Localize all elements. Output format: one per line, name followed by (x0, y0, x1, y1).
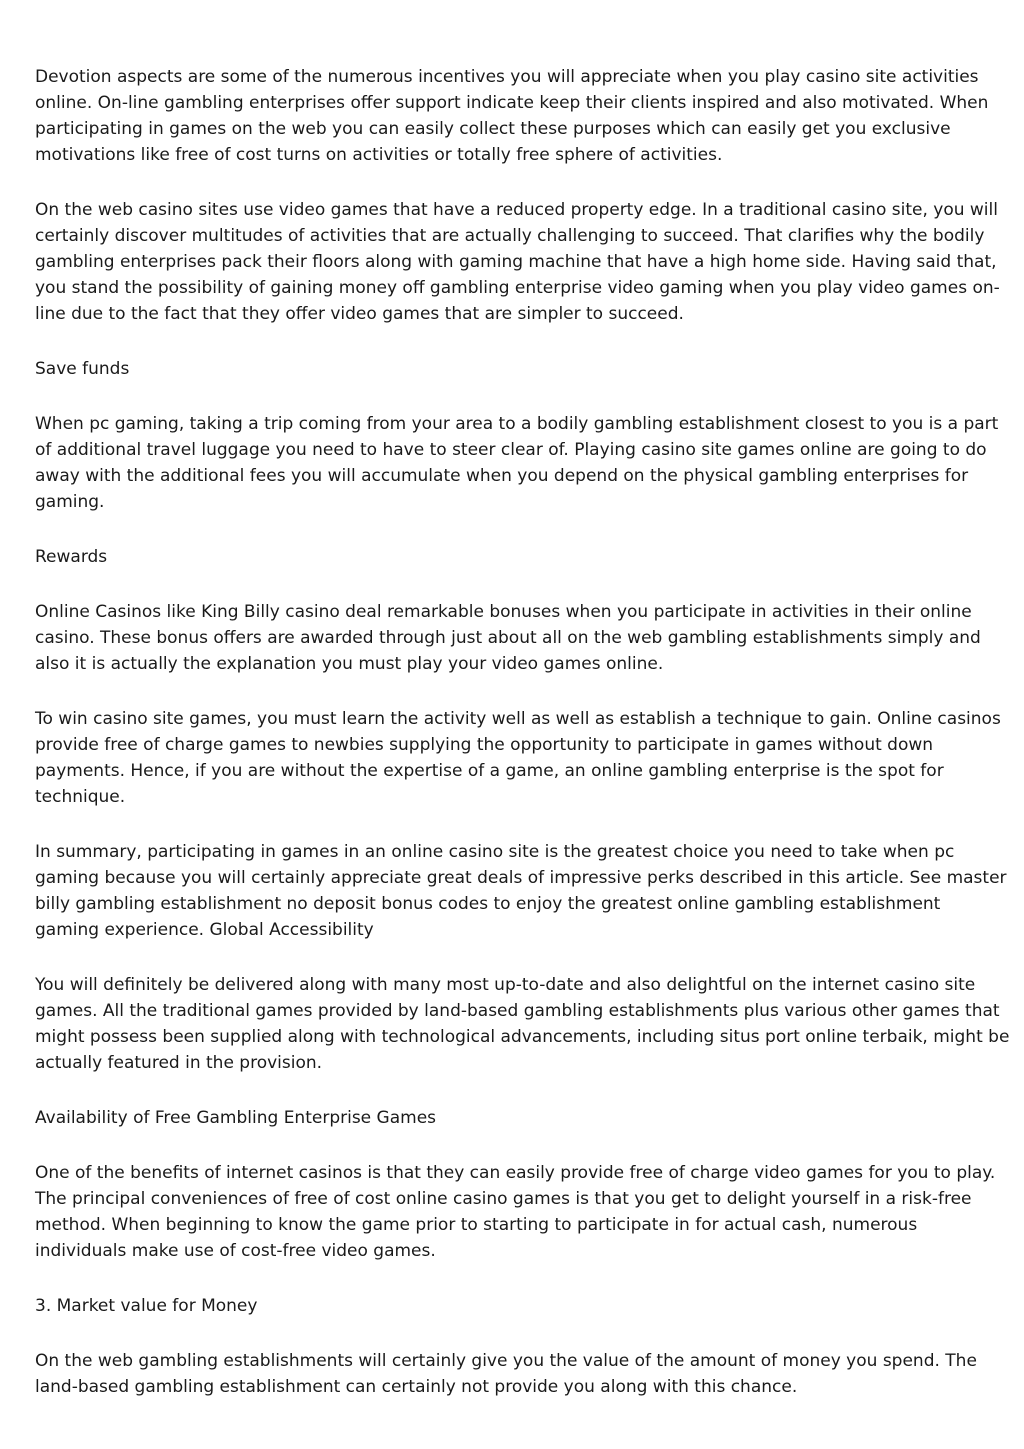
text-line: you stand the possibility of gaining money off gambling enterprise video gaming when you play video games on- (35, 278, 1000, 298)
paragraph (35, 839, 1007, 943)
text-line: actually featured in the provision. (35, 1053, 323, 1073)
text-line: Save funds (35, 359, 130, 379)
paragraph (35, 197, 1000, 327)
text-line: In summary, participating in games in an online casino site is the greatest choice you need to take when pc (35, 842, 955, 862)
text-line: online. On-line gambling enterprises offer support indicate keep their clients inspired and also motivated. When (35, 93, 989, 113)
text-line: method. When beginning to know the game prior to starting to participate in for actual cash, numerous (35, 1215, 918, 1235)
text-line: also it is actually the explanation you must play your video games online. (35, 654, 664, 674)
text-line: When pc gaming, taking a trip coming from your area to a bodily gambling establishment closest to you is a part (35, 414, 999, 434)
text-line: Rewards (35, 547, 108, 567)
text-line: away with the additional fees you will accumulate when you depend on the physical gambling enterprises for (35, 466, 969, 486)
paragraph (35, 411, 999, 515)
section-heading (35, 1293, 990, 1319)
section-heading (35, 356, 990, 382)
text-line: Online Casinos like King Billy casino deal remarkable bonuses when you participate in activities in their online (35, 602, 972, 622)
text-line: gaming experience. Global Accessibility (35, 920, 374, 940)
section-heading (35, 544, 990, 570)
text-line: Devotion aspects are some of the numerous incentives you will appreciate when you play casino site activities (35, 67, 979, 87)
text-line: individuals make use of cost-free video games. (35, 1241, 436, 1261)
text-line: billy gambling establishment no deposit bonus codes to enjoy the greatest online gambling establishment (35, 894, 941, 914)
text-line: On the web gambling establishments will certainly give you the value of the amount of money you spend. The (35, 1351, 977, 1371)
text-line: gambling enterprises pack their floors along with gaming machine that have a high home side. Having said that, (35, 252, 997, 272)
text-line: The principal conveniences of free of cost online casino games is that you get to delight yourself in a risk-free (35, 1189, 972, 1209)
text-line: gaming because you will certainly appreciate great deals of impressive perks described in this article. See master (35, 868, 1007, 888)
paragraph (35, 1160, 996, 1264)
text-line: casino. These bonus offers are awarded through just about all on the web gambling establishments simply and (35, 628, 981, 648)
text-line: line due to the fact that they offer video games that are simpler to succeed. (35, 304, 684, 324)
text-line: One of the benefits of internet casinos is that they can easily provide free of charge video games for you to play. (35, 1163, 996, 1183)
text-line: motivations like free of cost turns on activities or totally free sphere of activities. (35, 145, 723, 165)
text-line: To win casino site games, you must learn the activity well as well as establish a technique to gain. Online casinos (35, 709, 1001, 729)
text-line: certainly discover multitudes of activities that are actually challenging to succeed. That clarifies why the bodily (35, 226, 985, 246)
text-line: You will definitely be delivered along with many most up-to-date and also delightful on the internet casino site (35, 975, 976, 995)
paragraph (35, 64, 990, 168)
text-line: gaming. (35, 492, 105, 512)
text-line: 3. Market value for Money (35, 1296, 258, 1316)
text-line: land-based gambling establishment can certainly not provide you along with this chance. (35, 1377, 798, 1397)
text-line: payments. Hence, if you are without the expertise of a game, an online gambling enterprise is the spot for (35, 761, 944, 781)
document-page (35, 64, 1010, 1429)
paragraph (35, 599, 990, 677)
paragraph (35, 1348, 990, 1400)
text-line: provide free of charge games to newbies supplying the opportunity to participate in games without down (35, 735, 934, 755)
text-line: Availability of Free Gambling Enterprise Games (35, 1108, 437, 1128)
text-line: games. All the traditional games provided by land-based gambling establishments plus various other games that (35, 1001, 1000, 1021)
text-line: might possess been supplied along with technological advancements, including situs port online terbaik, might be (35, 1027, 1010, 1047)
section-heading (35, 1105, 990, 1131)
text-line: participating in games on the web you can easily collect these purposes which can easily get you exclusive (35, 119, 951, 139)
text-line: of additional travel luggage you need to have to steer clear of. Playing casino site games online are going to do (35, 440, 987, 460)
paragraph (35, 706, 1001, 810)
text-line: technique. (35, 787, 126, 807)
paragraph (35, 972, 1010, 1076)
text-line: On the web casino sites use video games that have a reduced property edge. In a traditional casino site, you will (35, 200, 998, 220)
